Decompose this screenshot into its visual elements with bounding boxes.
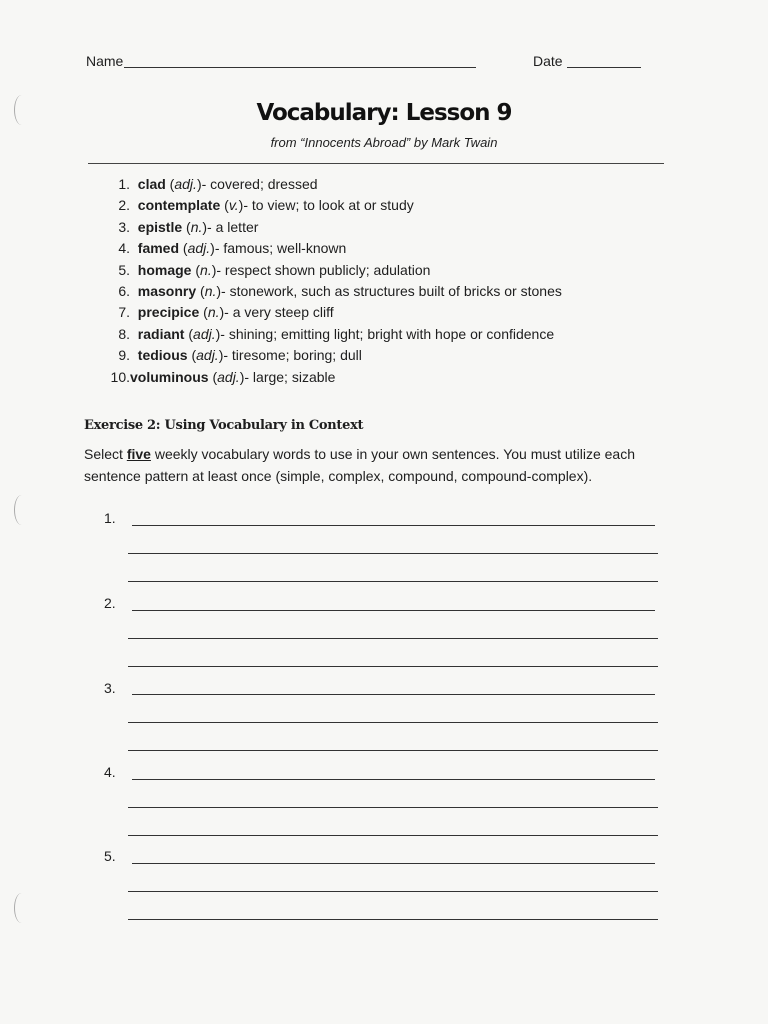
vocab-number: 2. xyxy=(118,197,130,214)
vocab-word: tedious xyxy=(137,347,188,364)
vocab-definition: )- respect shown publicly; adulation xyxy=(211,261,431,278)
vocab-part-of-speech: adj. xyxy=(193,325,216,342)
vocab-number: 8. xyxy=(118,325,130,342)
answer-number: 5. xyxy=(104,848,116,864)
vocab-number: 6. xyxy=(118,282,130,299)
answer-line[interactable] xyxy=(128,722,658,723)
date-blank[interactable] xyxy=(567,67,641,68)
vocab-item: 9. tedious (adj.)- tiresome; boring; dull xyxy=(96,345,656,366)
page-subtitle: from “Innocents Abroad” by Mark Twain xyxy=(270,135,498,150)
name-blank[interactable] xyxy=(124,67,476,68)
vocab-part-of-speech: n. xyxy=(190,218,203,235)
instructions-emphasis: five xyxy=(126,446,151,462)
answer-number: 2. xyxy=(104,595,116,611)
vocab-word: clad xyxy=(137,176,166,192)
vocab-number: 7. xyxy=(118,304,130,321)
answer-line[interactable] xyxy=(132,610,655,611)
vocab-number: 9. xyxy=(118,347,130,364)
vocab-number: 10. xyxy=(110,368,130,385)
vocab-definition: )- covered; dressed xyxy=(196,176,318,192)
vocab-item: 1. clad (adj.)- covered; dressed xyxy=(96,174,656,195)
vocab-definition: )- a very steep cliff xyxy=(219,304,334,321)
answer-number: 3. xyxy=(104,680,116,696)
vocab-definition: )- famous; well-known xyxy=(210,240,347,257)
vocab-word: epistle xyxy=(137,218,183,235)
answer-number: 1. xyxy=(104,510,116,526)
answer-line[interactable] xyxy=(128,750,658,751)
vocab-part-of-speech: v. xyxy=(228,197,239,214)
vocab-number: 5. xyxy=(118,261,130,278)
vocab-part-of-speech: adj. xyxy=(217,368,240,385)
vocab-definition: )- tiresome; boring; dull xyxy=(218,347,362,364)
vocab-number: 4. xyxy=(118,240,130,257)
vocab-part-of-speech: adj. xyxy=(187,240,211,257)
vocab-definition: )- a letter xyxy=(202,218,259,235)
answer-line[interactable] xyxy=(128,891,658,892)
punch-hole-mark xyxy=(14,893,29,923)
vocab-definition: )- to view; to look at or study xyxy=(238,197,414,214)
vocab-word: precipice xyxy=(137,304,200,321)
answer-line[interactable] xyxy=(128,666,658,667)
date-label: Date xyxy=(533,53,563,69)
exercise-instructions xyxy=(84,444,674,487)
vocab-part-of-speech: n. xyxy=(200,261,212,278)
vocab-part-of-speech: n. xyxy=(207,304,220,321)
vocab-item: 6. masonry (n.)- stonework, such as structures built of bricks or stones xyxy=(96,281,656,302)
vocab-part-of-speech: n. xyxy=(204,282,217,299)
page-title: Vocabulary: Lesson 9 xyxy=(256,100,512,126)
answer-line[interactable] xyxy=(128,581,658,582)
vocabulary-list xyxy=(96,174,656,388)
name-date-row xyxy=(86,53,646,73)
vocab-word: famed xyxy=(137,240,180,257)
vocab-number: 1. xyxy=(118,176,130,192)
instructions-text: Select xyxy=(84,446,127,462)
vocab-item: 5. homage (n.)- respect shown publicly; adulation xyxy=(96,260,656,281)
vocab-item: 8. radiant (adj.)- shining; emitting light; bright with hope or confidence xyxy=(96,324,656,345)
vocab-part-of-speech: adj. xyxy=(196,347,219,364)
vocab-item: 3. epistle (n.)- a letter xyxy=(96,217,656,238)
vocab-definition: )- shining; emitting light; bright with hope or confidence xyxy=(215,325,555,342)
vocab-word: radiant xyxy=(137,325,185,342)
answer-line[interactable] xyxy=(128,919,658,920)
vocab-word: voluminous xyxy=(130,368,209,385)
answer-line[interactable] xyxy=(128,638,658,639)
vocab-number: 3. xyxy=(118,218,130,235)
vocab-word: contemplate xyxy=(137,197,221,214)
vocab-part-of-speech: adj. xyxy=(174,176,197,192)
punch-hole-mark xyxy=(14,495,29,525)
vocab-definition: )- stonework, such as structures built of bricks or stones xyxy=(216,282,562,299)
answer-line[interactable] xyxy=(132,694,655,695)
vocab-item: 2. contemplate (v.)- to view; to look at or study xyxy=(96,195,656,216)
instructions-text: weekly vocabulary words to use in your own sentences. You must utilize each sentence pattern at least once (simple, complex, compound, compound-complex). xyxy=(84,446,635,484)
name-label: Name xyxy=(86,53,124,69)
vocab-word: homage xyxy=(137,261,192,278)
divider xyxy=(88,163,664,164)
answer-line[interactable] xyxy=(132,525,655,526)
answer-line[interactable] xyxy=(128,835,658,836)
exercise-heading: Exercise 2: Using Vocabulary in Context xyxy=(84,418,364,433)
vocab-word: masonry xyxy=(137,282,197,299)
vocab-item: 7. precipice (n.)- a very steep cliff xyxy=(96,302,656,323)
answer-line[interactable] xyxy=(132,863,655,864)
answer-line[interactable] xyxy=(128,553,658,554)
vocab-item: 10.voluminous (adj.)- large; sizable xyxy=(96,367,656,388)
answer-number: 4. xyxy=(104,764,116,780)
answer-line[interactable] xyxy=(132,779,655,780)
answer-line[interactable] xyxy=(128,807,658,808)
vocab-definition: )- large; sizable xyxy=(239,368,336,385)
vocab-item: 4. famed (adj.)- famous; well-known xyxy=(96,238,656,259)
